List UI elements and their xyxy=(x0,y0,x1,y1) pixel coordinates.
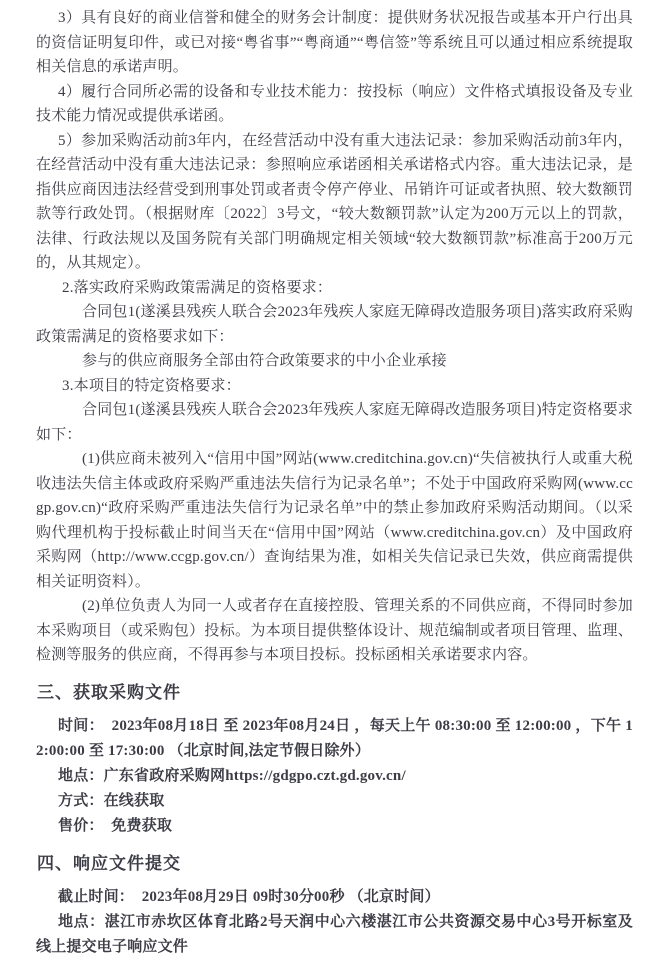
qualification-paragraph: (1)供应商未被列入“信用中国”网站(www.creditchina.gov.cn)“失信被执行人或重大税收违法失信主体或政府采购严重违法失信行为记录名单”；不处于中国政府采购网(www.ccgp.gov.cn)“政府采购严重违法失信行为记录名单”中的禁止参加政府采购活动期间。（以采购代理机构于投标截止时间当天在“信用中国”网站（www.creditchina.gov.cn）及中国政府采购网（http://www.ccgp.gov.cn/）查询结果为准，如相关失信记录已失效，供应商需提供相关证明资料）。 xyxy=(36,451,633,590)
section-detail-line: 截止时间： 2023年08月29日 09时30分00秒 （北京时间） xyxy=(58,888,440,905)
section-detail-line: 售价： 免费获取 xyxy=(58,817,173,834)
qualification-paragraph: 合同包1(遂溪县残疾人联合会2023年残疾人家庭无障碍改造服务项目)特定资格要求如下： xyxy=(36,402,633,443)
qualification-paragraph: 5）参加采购活动前3年内，在经营活动中没有重大违法记录：参加采购活动前3年内，在经营活动中没有重大违法记录：参照响应承诺函相关承诺格式内容。重大违法记录，是指供应商因违法经营受到刑事处罚或者责令停产停业、吊销许可证或者执照、较大数额罚款等行政处罚。（根据财库〔2022〕3号文，“较大数额罚款”认定为200万元以上的罚款，法律、行政法规以及国务院有关部门明确规定相关领域“较大数额罚款”标准高于200万元的，从其规定）。 xyxy=(36,132,633,271)
section-detail-line: 方式：在线获取 xyxy=(58,792,165,809)
document-section xyxy=(36,682,633,839)
qualification-paragraph: 3）具有良好的商业信誉和健全的财务会计制度：提供财务状况报告或基本开户行出具的资信证明复印件，或已对接“粤省事”“粤商通”“粤信签”等系统且可以通过相应系统提取相关信息的承诺声明。 xyxy=(36,10,633,75)
qualification-paragraph: 参与的供应商服务全部由符合政策要求的中小企业承接 xyxy=(82,353,447,369)
qualification-requirements xyxy=(36,6,633,668)
qualification-paragraph: 2.落实政府采购政策需满足的资格要求： xyxy=(62,279,333,296)
section-heading: 四、响应文件提交 xyxy=(37,853,181,873)
qualification-paragraph: 3.本项目的特定资格要求： xyxy=(62,377,241,394)
qualification-paragraph: 合同包1(遂溪县残疾人联合会2023年残疾人家庭无障碍改造服务项目)落实政府采购政策需满足的资格要求如下： xyxy=(36,304,633,345)
section-detail-line: 地点：湛江市赤坎区体育北路2号天润中心六楼湛江市公共资源交易中心3号开标室及线上提交电子响应文件 xyxy=(36,913,633,955)
section-heading: 三、获取采购文件 xyxy=(37,682,181,702)
section-detail-line: 时间： 2023年08月18日 至 2023年08月24日 ，每天上午 08:30:00 至 12:00:00 ，下午 12:00:00 至 17:30:00 （北京时间,法定节假日除外） xyxy=(36,717,633,759)
document-sections xyxy=(36,682,633,960)
qualification-paragraph: (2)单位负责人为同一人或者存在直接控股、管理关系的不同供应商，不得同时参加本采购项目（或采购包）投标。为本项目提供整体设计、规范编制或者项目管理、监理、检测等服务的供应商，不得再参与本项目投标。投标函相关承诺要求内容。 xyxy=(36,598,633,663)
section-detail-line: 地点：广东省政府采购网https://gdgpo.czt.gd.gov.cn/ xyxy=(58,767,406,784)
qualification-paragraph: 4）履行合同所必需的设备和专业技术能力：按投标（响应）文件格式填报设备及专业技术能力情况或提供承诺函。 xyxy=(36,83,633,124)
document-section xyxy=(36,853,633,960)
